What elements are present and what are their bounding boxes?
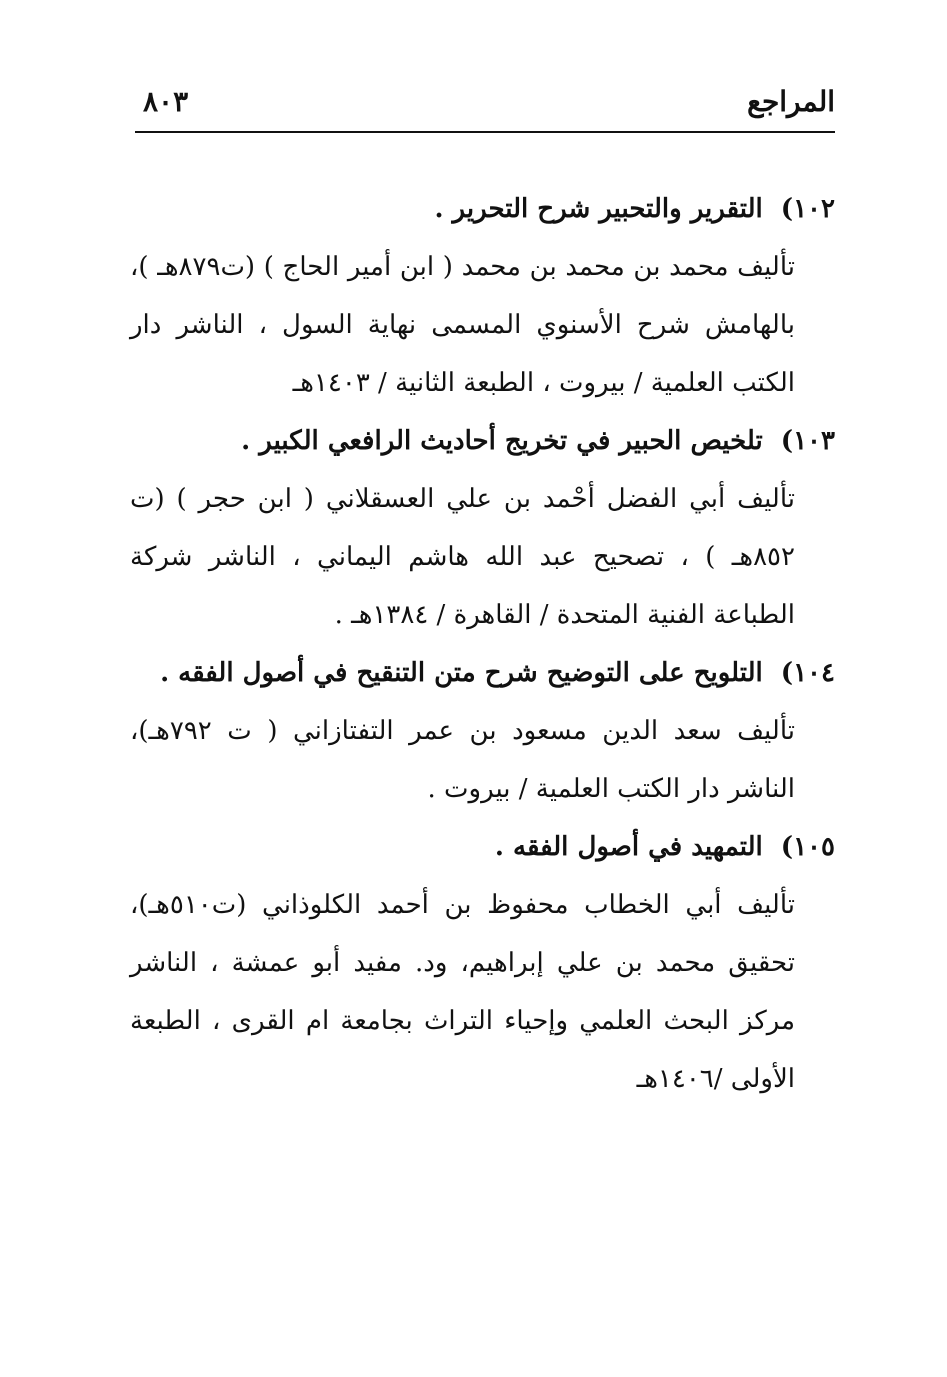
reference-details: تأليف سعد الدين مسعود بن عمر التفتازاني ( ت ٧٩٢هـ)، الناشر دار الكتب العلمية / بيروت . (130, 716, 795, 804)
header-rule (135, 131, 835, 133)
reference-entry (130, 412, 835, 644)
reference-details: تأليف محمد بن محمد بن محمد ( ابن أمير الحاج ) (ت٨٧٩هـ )، بالهامش شرح الأسنوي المسمى نهاية السول ، الناشر دار الكتب العلمية / بيروت ، الطبعة الثانية / ١٤٠٣هـ (130, 252, 796, 398)
reference-number: ١٠٥) (780, 832, 835, 862)
reference-title: التقرير والتحبير شرح التحرير . (434, 194, 763, 224)
reference-list (130, 180, 835, 1108)
section-title: المراجع (747, 85, 835, 118)
reference-number: ١٠٤) (780, 658, 835, 688)
reference-heading (130, 412, 835, 470)
reference-entry (130, 644, 835, 818)
reference-title: تلخيص الحبير في تخريج أحاديث الرافعي الكبير . (241, 426, 763, 456)
reference-number: ١٠٢) (780, 194, 835, 224)
reference-heading (130, 180, 835, 238)
reference-details: تأليف أبي الخطاب محفوظ بن أحمد الكلوذاني (ت٥١٠هـ)، تحقيق محمد بن علي إبراهيم، ود. مفيد أبو عمشة ، الناشر مركز البحث العلمي وإحياء التراث بجامعة ام القرى ، الطبعة الأولى /١٤٠٦هـ (130, 890, 795, 1094)
reference-heading (130, 644, 835, 702)
reference-heading (130, 818, 835, 876)
page-number: ٨٠٣ (143, 85, 189, 118)
reference-title: التمهيد في أصول الفقه . (494, 832, 763, 862)
reference-entry (130, 180, 835, 412)
reference-title: التلويح على التوضيح شرح متن التنقيح في أصول الفقه . (160, 658, 763, 688)
reference-entry (130, 818, 835, 1108)
page-header (135, 82, 835, 122)
reference-number: ١٠٣) (780, 426, 835, 456)
reference-details: تأليف أبي الفضل أحْمد بن علي العسقلاني ( ابن حجر ) (ت ٨٥٢هـ ) ، تصحيح عبد الله هاشم اليماني ، الناشر شركة الطباعة الفنية المتحدة / القاهرة / ١٣٨٤هـ . (130, 484, 795, 630)
